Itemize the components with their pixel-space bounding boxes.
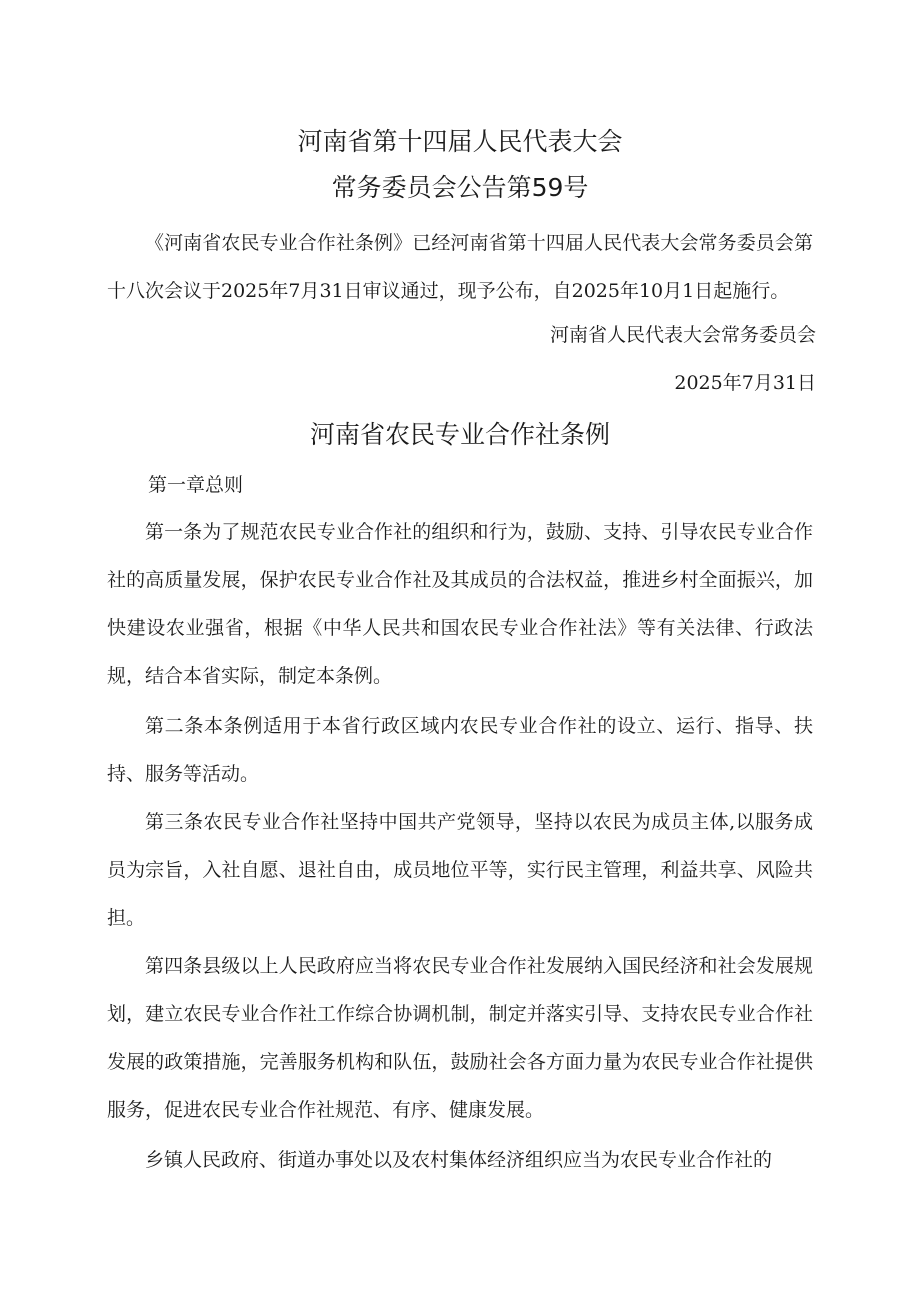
article-3: 第三条农民专业合作社坚持中国共产党领导，坚持以农民为成员主体,以服务成员为宗旨，入社自愿、退社自由，成员地位平等，实行民主管理，利益共享、风险共担。 (107, 811, 813, 929)
chapter-heading: 第一章总则 (148, 474, 244, 496)
regulation-title: 河南省农民专业合作社条例 (309, 420, 610, 449)
article-4: 第四条县级以上人民政府应当将农民专业合作社发展纳入国民经济和社会发展规划，建立农民专业合作社工作综合协调机制，制定并落实引导、支持农民专业合作社发展的政策措施，完善服务机构和队伍，鼓励社会各方面力量为农民专业合作社提供服务，促进农民专业合作社规范、有序、健康发展。 (107, 955, 813, 1121)
announcement-date: 2025年7月31日 (674, 372, 816, 394)
announcement-title-line2: 常务委员会公告第59号 (331, 173, 589, 202)
article-1: 第一条为了规范农民专业合作社的组织和行为，鼓励、支持、引导农民专业合作社的高质量发展，保护农民专业合作社及其成员的合法权益，推进乡村全面振兴，加快建设农业强省，根据《中华人民共和国农民专业合作社法》等有关法律、行政法规，结合本省实际，制定本条例。 (107, 521, 813, 687)
announcement-body: 《河南省农民专业合作社条例》已经河南省第十四届人民代表大会常务委员会第十八次会议于2025年7月31日审议通过，现予公布，自2025年10月1日起施行。 (107, 232, 813, 302)
announcement-title-line1: 河南省第十四届人民代表大会 (297, 127, 623, 156)
announcement-issuer: 河南省人民代表大会常务委员会 (549, 324, 816, 346)
article-4-continued: 乡镇人民政府、街道办事处以及农村集体经济组织应当为农民专业合作社的 (145, 1149, 773, 1171)
article-2: 第二条本条例适用于本省行政区域内农民专业合作社的设立、运行、指导、扶持、服务等活动。 (107, 715, 813, 785)
